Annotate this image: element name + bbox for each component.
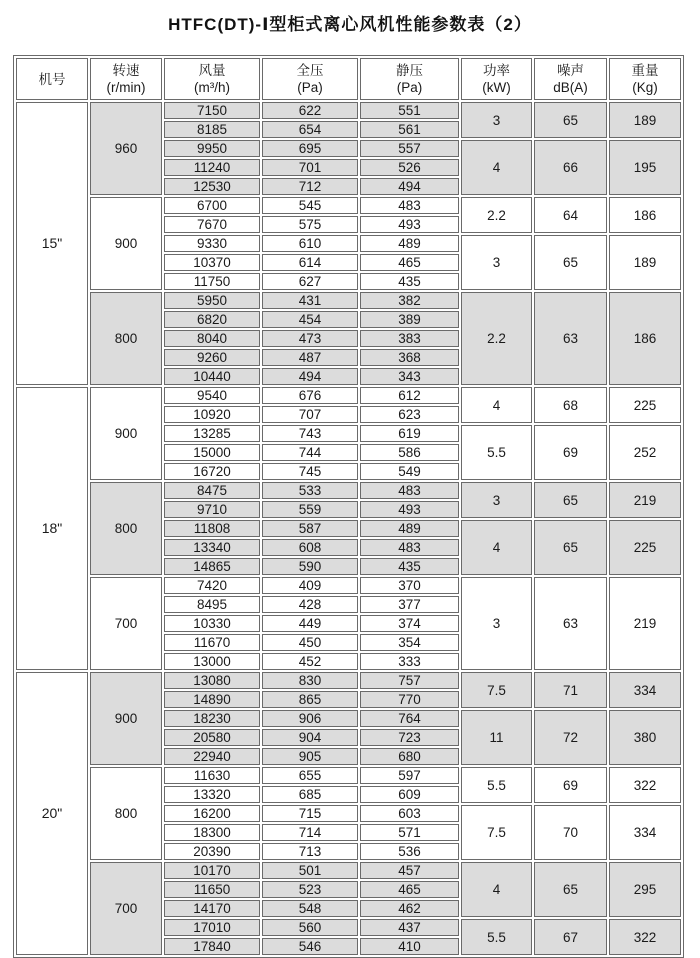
static-pressure-cell: 493	[360, 501, 459, 518]
flow-cell: 9950	[164, 140, 260, 157]
rpm-cell: 700	[90, 862, 162, 955]
noise-cell: 72	[534, 710, 607, 765]
weight-cell: 189	[609, 235, 681, 290]
flow-cell: 14890	[164, 691, 260, 708]
rpm-cell: 800	[90, 767, 162, 860]
static-pressure-cell: 370	[360, 577, 459, 594]
static-pressure-cell: 410	[360, 938, 459, 955]
static-pressure-cell: 389	[360, 311, 459, 328]
noise-cell: 64	[534, 197, 607, 233]
flow-cell: 6700	[164, 197, 260, 214]
column-header-label: 噪声	[557, 63, 584, 78]
column-header-unit: dB(A)	[553, 80, 588, 95]
power-cell: 4	[461, 387, 532, 423]
total-pressure-cell: 654	[262, 121, 358, 138]
static-pressure-cell: 549	[360, 463, 459, 480]
column-header-unit: (r/min)	[106, 80, 146, 95]
noise-cell: 67	[534, 919, 607, 955]
flow-cell: 9260	[164, 349, 260, 366]
column-header-noise	[534, 58, 607, 100]
flow-cell: 8185	[164, 121, 260, 138]
weight-cell: 225	[609, 387, 681, 423]
static-pressure-cell: 354	[360, 634, 459, 651]
static-pressure-cell: 383	[360, 330, 459, 347]
static-pressure-cell: 609	[360, 786, 459, 803]
flow-cell: 9330	[164, 235, 260, 252]
static-pressure-cell: 377	[360, 596, 459, 613]
flow-cell: 11808	[164, 520, 260, 537]
column-header-static-pressure	[360, 58, 459, 100]
flow-cell: 10370	[164, 254, 260, 271]
static-pressure-cell: 770	[360, 691, 459, 708]
flow-cell: 10330	[164, 615, 260, 632]
total-pressure-cell: 533	[262, 482, 358, 499]
total-pressure-cell: 501	[262, 862, 358, 879]
total-pressure-cell: 865	[262, 691, 358, 708]
total-pressure-cell: 431	[262, 292, 358, 309]
column-header-power	[461, 58, 532, 100]
rpm-cell: 800	[90, 292, 162, 385]
power-cell: 3	[461, 102, 532, 138]
column-header-unit: (kW)	[482, 80, 511, 95]
fan-spec-table	[13, 55, 684, 958]
rpm-cell: 800	[90, 482, 162, 575]
total-pressure-cell: 714	[262, 824, 358, 841]
weight-cell: 380	[609, 710, 681, 765]
flow-cell: 13320	[164, 786, 260, 803]
flow-cell: 11240	[164, 159, 260, 176]
total-pressure-cell: 905	[262, 748, 358, 765]
total-pressure-cell: 590	[262, 558, 358, 575]
size-cell: 18"	[16, 387, 88, 670]
total-pressure-cell: 452	[262, 653, 358, 670]
static-pressure-cell: 680	[360, 748, 459, 765]
static-pressure-cell: 561	[360, 121, 459, 138]
flow-cell: 13000	[164, 653, 260, 670]
power-cell: 4	[461, 520, 532, 575]
noise-cell: 63	[534, 292, 607, 385]
column-header-label: 机号	[38, 71, 66, 87]
total-pressure-cell: 707	[262, 406, 358, 423]
total-pressure-cell: 614	[262, 254, 358, 271]
noise-cell: 70	[534, 805, 607, 860]
column-header-label: 静压	[396, 63, 423, 78]
size-cell: 15"	[16, 102, 88, 385]
static-pressure-cell: 623	[360, 406, 459, 423]
column-header-label: 转速	[112, 63, 140, 78]
weight-cell: 186	[609, 292, 681, 385]
noise-cell: 69	[534, 767, 607, 803]
column-header-weight	[609, 58, 681, 100]
flow-cell: 13080	[164, 672, 260, 689]
flow-cell: 20580	[164, 729, 260, 746]
weight-cell: 219	[609, 482, 681, 518]
total-pressure-cell: 743	[262, 425, 358, 442]
total-pressure-cell: 548	[262, 900, 358, 917]
noise-cell: 69	[534, 425, 607, 480]
flow-cell: 15000	[164, 444, 260, 461]
flow-cell: 8040	[164, 330, 260, 347]
static-pressure-cell: 557	[360, 140, 459, 157]
flow-cell: 18230	[164, 710, 260, 727]
total-pressure-cell: 695	[262, 140, 358, 157]
static-pressure-cell: 571	[360, 824, 459, 841]
flow-cell: 7150	[164, 102, 260, 119]
flow-cell: 7670	[164, 216, 260, 233]
rpm-cell: 900	[90, 672, 162, 765]
static-pressure-cell: 457	[360, 862, 459, 879]
power-cell: 3	[461, 235, 532, 290]
flow-cell: 17010	[164, 919, 260, 936]
total-pressure-cell: 450	[262, 634, 358, 651]
column-header-unit: (Pa)	[396, 80, 423, 95]
total-pressure-cell: 685	[262, 786, 358, 803]
total-pressure-cell: 713	[262, 843, 358, 860]
weight-cell: 186	[609, 197, 681, 233]
total-pressure-cell: 546	[262, 938, 358, 955]
header-row	[16, 58, 681, 100]
weight-cell: 189	[609, 102, 681, 138]
static-pressure-cell: 462	[360, 900, 459, 917]
table-row	[16, 482, 681, 499]
static-pressure-cell: 483	[360, 482, 459, 499]
weight-cell: 334	[609, 805, 681, 860]
flow-cell: 11670	[164, 634, 260, 651]
flow-cell: 9710	[164, 501, 260, 518]
flow-cell: 11650	[164, 881, 260, 898]
static-pressure-cell: 437	[360, 919, 459, 936]
static-pressure-cell: 489	[360, 235, 459, 252]
flow-cell: 5950	[164, 292, 260, 309]
flow-cell: 18300	[164, 824, 260, 841]
column-header-label: 风量	[198, 63, 226, 78]
column-header-unit: (m³/h)	[194, 80, 230, 95]
flow-cell: 11750	[164, 273, 260, 290]
static-pressure-cell: 603	[360, 805, 459, 822]
table-header	[16, 58, 681, 100]
static-pressure-cell: 526	[360, 159, 459, 176]
table-row	[16, 387, 681, 404]
weight-cell: 334	[609, 672, 681, 708]
flow-cell: 14865	[164, 558, 260, 575]
total-pressure-cell: 428	[262, 596, 358, 613]
static-pressure-cell: 483	[360, 197, 459, 214]
static-pressure-cell: 382	[360, 292, 459, 309]
power-cell: 4	[461, 140, 532, 195]
power-cell: 3	[461, 482, 532, 518]
table-row	[16, 292, 681, 309]
flow-cell: 9540	[164, 387, 260, 404]
power-cell: 2.2	[461, 197, 532, 233]
power-cell: 7.5	[461, 672, 532, 708]
rpm-cell: 900	[90, 387, 162, 480]
static-pressure-cell: 333	[360, 653, 459, 670]
static-pressure-cell: 465	[360, 254, 459, 271]
total-pressure-cell: 449	[262, 615, 358, 632]
weight-cell: 225	[609, 520, 681, 575]
flow-cell: 10170	[164, 862, 260, 879]
flow-cell: 7420	[164, 577, 260, 594]
static-pressure-cell: 612	[360, 387, 459, 404]
power-cell: 5.5	[461, 767, 532, 803]
weight-cell: 322	[609, 767, 681, 803]
weight-cell: 322	[609, 919, 681, 955]
flow-cell: 16720	[164, 463, 260, 480]
power-cell: 11	[461, 710, 532, 765]
table-row	[16, 197, 681, 214]
static-pressure-cell: 435	[360, 558, 459, 575]
column-header-label: 全压	[296, 63, 324, 78]
table-row	[16, 577, 681, 594]
weight-cell: 252	[609, 425, 681, 480]
static-pressure-cell: 536	[360, 843, 459, 860]
column-header-flow	[164, 58, 260, 100]
power-cell: 5.5	[461, 919, 532, 955]
column-header-rpm	[90, 58, 162, 100]
page-title: HTFC(DT)-Ⅰ型柜式离心风机性能参数表（2）	[168, 15, 532, 34]
flow-cell: 10440	[164, 368, 260, 385]
flow-cell: 11630	[164, 767, 260, 784]
table-row	[16, 862, 681, 879]
static-pressure-cell: 435	[360, 273, 459, 290]
flow-cell: 16200	[164, 805, 260, 822]
static-pressure-cell: 465	[360, 881, 459, 898]
power-cell: 2.2	[461, 292, 532, 385]
noise-cell: 68	[534, 387, 607, 423]
power-cell: 3	[461, 577, 532, 670]
column-header-unit: (Pa)	[297, 80, 323, 95]
static-pressure-cell: 586	[360, 444, 459, 461]
total-pressure-cell: 906	[262, 710, 358, 727]
total-pressure-cell: 608	[262, 539, 358, 556]
total-pressure-cell: 745	[262, 463, 358, 480]
power-cell: 4	[461, 862, 532, 917]
total-pressure-cell: 473	[262, 330, 358, 347]
table-body	[16, 102, 681, 955]
total-pressure-cell: 712	[262, 178, 358, 195]
total-pressure-cell: 575	[262, 216, 358, 233]
total-pressure-cell: 409	[262, 577, 358, 594]
power-cell: 7.5	[461, 805, 532, 860]
flow-cell: 13340	[164, 539, 260, 556]
table-row	[16, 102, 681, 119]
flow-cell: 8475	[164, 482, 260, 499]
flow-cell: 13285	[164, 425, 260, 442]
table-row	[16, 672, 681, 689]
column-header-label: 重量	[631, 63, 659, 78]
total-pressure-cell: 676	[262, 387, 358, 404]
noise-cell: 65	[534, 862, 607, 917]
total-pressure-cell: 523	[262, 881, 358, 898]
power-cell: 5.5	[461, 425, 532, 480]
static-pressure-cell: 764	[360, 710, 459, 727]
static-pressure-cell: 368	[360, 349, 459, 366]
rpm-cell: 700	[90, 577, 162, 670]
total-pressure-cell: 622	[262, 102, 358, 119]
total-pressure-cell: 587	[262, 520, 358, 537]
static-pressure-cell: 343	[360, 368, 459, 385]
total-pressure-cell: 744	[262, 444, 358, 461]
static-pressure-cell: 597	[360, 767, 459, 784]
flow-cell: 14170	[164, 900, 260, 917]
total-pressure-cell: 487	[262, 349, 358, 366]
total-pressure-cell: 560	[262, 919, 358, 936]
noise-cell: 66	[534, 140, 607, 195]
noise-cell: 65	[534, 482, 607, 518]
column-header-unit: (Kg)	[632, 80, 658, 95]
weight-cell: 219	[609, 577, 681, 670]
size-cell: 20"	[16, 672, 88, 955]
static-pressure-cell: 489	[360, 520, 459, 537]
rpm-cell: 960	[90, 102, 162, 195]
static-pressure-cell: 483	[360, 539, 459, 556]
page	[0, 10, 700, 958]
total-pressure-cell: 655	[262, 767, 358, 784]
flow-cell: 12530	[164, 178, 260, 195]
noise-cell: 65	[534, 235, 607, 290]
static-pressure-cell: 551	[360, 102, 459, 119]
static-pressure-cell: 619	[360, 425, 459, 442]
total-pressure-cell: 627	[262, 273, 358, 290]
total-pressure-cell: 830	[262, 672, 358, 689]
noise-cell: 71	[534, 672, 607, 708]
total-pressure-cell: 610	[262, 235, 358, 252]
table-row	[16, 767, 681, 784]
static-pressure-cell: 723	[360, 729, 459, 746]
static-pressure-cell: 493	[360, 216, 459, 233]
rpm-cell: 900	[90, 197, 162, 290]
static-pressure-cell: 757	[360, 672, 459, 689]
column-header-size	[16, 58, 88, 100]
total-pressure-cell: 715	[262, 805, 358, 822]
column-header-label: 功率	[483, 63, 510, 78]
total-pressure-cell: 904	[262, 729, 358, 746]
flow-cell: 8495	[164, 596, 260, 613]
total-pressure-cell: 559	[262, 501, 358, 518]
total-pressure-cell: 494	[262, 368, 358, 385]
noise-cell: 65	[534, 102, 607, 138]
flow-cell: 6820	[164, 311, 260, 328]
total-pressure-cell: 701	[262, 159, 358, 176]
flow-cell: 10920	[164, 406, 260, 423]
flow-cell: 22940	[164, 748, 260, 765]
noise-cell: 63	[534, 577, 607, 670]
weight-cell: 195	[609, 140, 681, 195]
flow-cell: 20390	[164, 843, 260, 860]
weight-cell: 295	[609, 862, 681, 917]
static-pressure-cell: 374	[360, 615, 459, 632]
static-pressure-cell: 494	[360, 178, 459, 195]
column-header-total-pressure	[262, 58, 358, 100]
flow-cell: 17840	[164, 938, 260, 955]
total-pressure-cell: 545	[262, 197, 358, 214]
noise-cell: 65	[534, 520, 607, 575]
total-pressure-cell: 454	[262, 311, 358, 328]
